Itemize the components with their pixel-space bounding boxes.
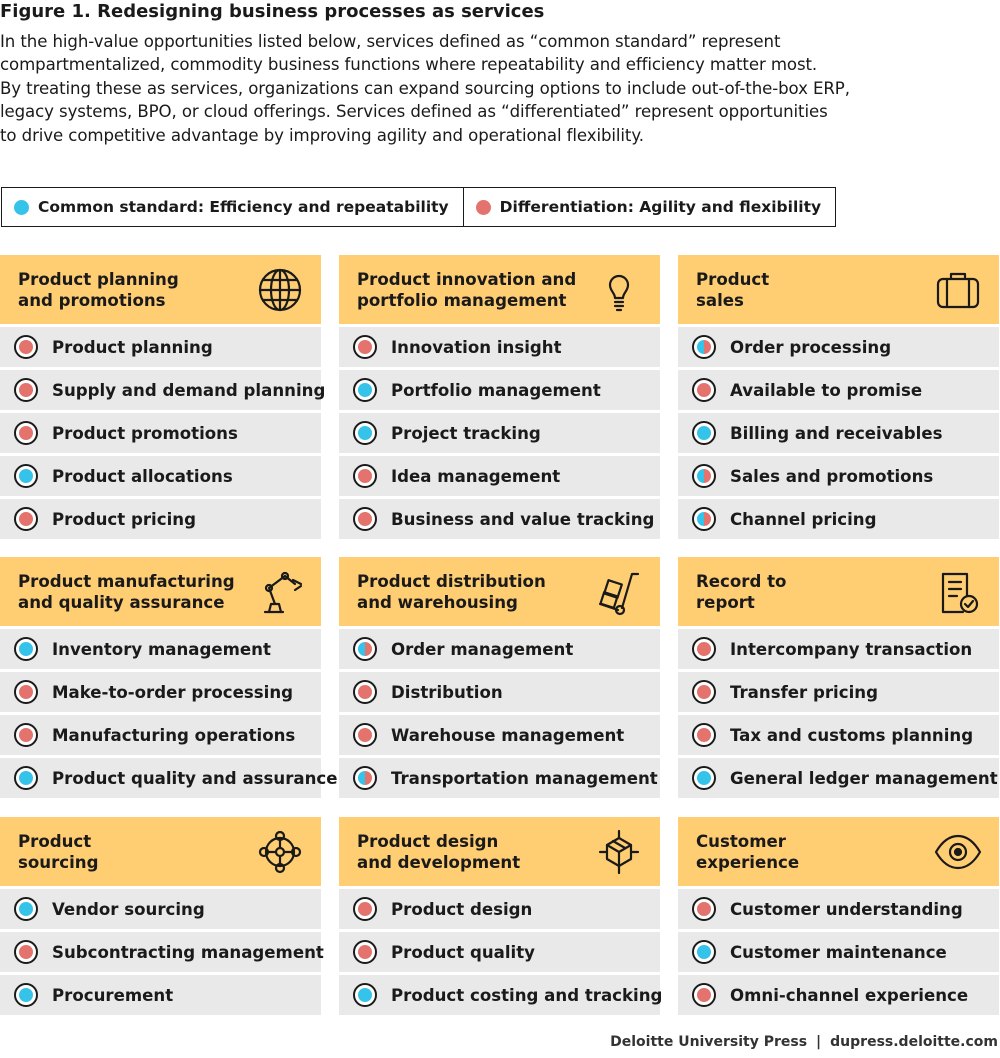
list-item (339, 456, 660, 496)
differentiated-marker-icon (692, 680, 716, 704)
panel-header (0, 817, 321, 886)
panel-title: Product sales (696, 270, 770, 310)
panel-title: Product sourcing (18, 832, 99, 872)
list-item (339, 413, 660, 453)
item-label: Inventory management (52, 639, 271, 659)
list-item (339, 327, 660, 367)
common-marker-icon (14, 637, 38, 661)
common-marker-icon (353, 378, 377, 402)
list-item (0, 758, 338, 798)
differentiated-dot-icon (476, 200, 491, 215)
panel-header (678, 817, 999, 886)
differentiated-marker-icon (14, 507, 38, 531)
panel (339, 557, 660, 798)
list-item (678, 370, 999, 410)
common-marker-icon (692, 766, 716, 790)
document-check-icon (933, 568, 983, 616)
list-item (0, 370, 326, 410)
panel (678, 817, 999, 1015)
item-label: Product promotions (52, 423, 238, 443)
item-label: Supply and demand planning (52, 380, 326, 400)
list-item (339, 932, 660, 972)
item-label: Product allocations (52, 466, 233, 486)
list-item (339, 889, 660, 929)
item-label: Intercompany transaction (730, 639, 973, 659)
legend (1, 187, 836, 227)
panel (678, 557, 999, 798)
item-label: Procurement (52, 985, 174, 1005)
both-marker-icon (353, 637, 377, 661)
legend-label-common: Common standard: Efficiency and repeatability (38, 198, 449, 216)
differentiated-marker-icon (14, 940, 38, 964)
item-label: Billing and receivables (730, 423, 943, 443)
both-marker-icon (353, 766, 377, 790)
differentiated-marker-icon (14, 680, 38, 704)
list-item (0, 715, 321, 755)
differentiated-marker-icon (353, 464, 377, 488)
both-marker-icon (692, 507, 716, 531)
panel (339, 255, 660, 539)
panel-title: Customer experience (696, 832, 800, 872)
panel (0, 557, 338, 798)
differentiated-marker-icon (692, 723, 716, 747)
differentiated-marker-icon (353, 680, 377, 704)
intro-line: In the high-value opportunities listed below, services defined as “common standard” represent (0, 32, 781, 51)
item-label: Distribution (391, 682, 503, 702)
list-item (678, 715, 999, 755)
panel-header (339, 817, 660, 886)
differentiated-marker-icon (14, 723, 38, 747)
panel-title: Product design and development (357, 832, 521, 872)
legend-item-differentiated (463, 188, 835, 226)
credit-url: dupress.deloitte.com (830, 1034, 998, 1050)
item-label: Customer maintenance (730, 942, 947, 962)
both-marker-icon (692, 335, 716, 359)
list-item (0, 889, 321, 929)
figure-title: Figure 1. Redesigning business processes as services (0, 1, 545, 22)
hand-truck-icon (594, 568, 644, 616)
panel-header (0, 557, 321, 626)
list-item (0, 975, 321, 1015)
panel-title: Product distribution and warehousing (357, 572, 546, 612)
list-item (678, 456, 999, 496)
list-item (678, 758, 999, 798)
intro-line: compartmentalized, commodity business functions where repeatability and efficiency matter most. (0, 55, 818, 75)
cube-icon (594, 828, 644, 876)
panel-header (339, 255, 660, 324)
credit-separator: | (816, 1034, 822, 1050)
list-item (678, 327, 999, 367)
intro-line: legacy systems, BPO, or cloud offerings. Services defined as “differentiated” represent opportunities (0, 102, 828, 122)
credit-publisher: Deloitte University Press (610, 1034, 808, 1050)
panel-title: Product innovation and portfolio management (357, 270, 577, 310)
panel (678, 255, 999, 539)
common-marker-icon (14, 766, 38, 790)
list-item (678, 975, 999, 1015)
panel (339, 817, 663, 1015)
item-label: Transfer pricing (730, 682, 878, 702)
item-label: Manufacturing operations (52, 725, 296, 745)
item-label: Available to promise (730, 380, 923, 400)
item-label: Channel pricing (730, 509, 877, 529)
common-marker-icon (692, 421, 716, 445)
legend-item-common (2, 188, 463, 226)
panel-title: Product planning and promotions (18, 270, 179, 310)
item-label: Omni-channel experience (730, 985, 969, 1005)
panel-title: Product manufacturing and quality assurance (18, 572, 235, 612)
network-icon (255, 828, 305, 876)
item-label: Product pricing (52, 509, 196, 529)
list-item (678, 499, 999, 539)
list-item (678, 629, 999, 669)
list-item (0, 413, 321, 453)
differentiated-marker-icon (692, 378, 716, 402)
differentiated-marker-icon (14, 378, 38, 402)
intro-line: to drive competitive advantage by improving agility and operational flexibility. (0, 125, 644, 145)
both-marker-icon (692, 464, 716, 488)
differentiated-marker-icon (353, 940, 377, 964)
item-label: Customer understanding (730, 899, 963, 919)
differentiated-marker-icon (353, 335, 377, 359)
differentiated-marker-icon (353, 723, 377, 747)
list-item (678, 413, 999, 453)
intro-line: By treating these as services, organizations can expand sourcing options to include out-of-the-box ERP, (0, 78, 850, 98)
list-item (0, 456, 321, 496)
item-label: Product design (391, 899, 533, 919)
panel (0, 255, 326, 539)
common-marker-icon (353, 421, 377, 445)
panel-title: Record to report (696, 572, 787, 612)
list-item (339, 758, 660, 798)
list-item (678, 889, 999, 929)
common-dot-icon (14, 200, 29, 215)
item-label: Order processing (730, 337, 892, 357)
item-label: Sales and promotions (730, 466, 934, 486)
common-marker-icon (353, 983, 377, 1007)
list-item (0, 672, 321, 712)
item-label: Product quality and assurance (52, 768, 338, 788)
item-label: Business and value tracking (391, 509, 655, 529)
item-label: Warehouse management (391, 725, 625, 745)
list-item (0, 932, 324, 972)
differentiated-marker-icon (692, 897, 716, 921)
panel-header (339, 557, 660, 626)
list-item (339, 370, 660, 410)
item-label: Subcontracting management (52, 942, 324, 962)
panel (0, 817, 324, 1015)
differentiated-marker-icon (14, 421, 38, 445)
list-item (339, 715, 660, 755)
credit-line (610, 1034, 998, 1050)
item-label: Vendor sourcing (52, 899, 205, 919)
common-marker-icon (14, 464, 38, 488)
item-label: Make-to-order processing (52, 682, 294, 702)
list-item (339, 629, 660, 669)
differentiated-marker-icon (692, 637, 716, 661)
panel-header (678, 557, 999, 626)
common-marker-icon (692, 940, 716, 964)
eye-icon (933, 828, 983, 876)
item-label: General ledger management (730, 768, 998, 788)
item-label: Project tracking (391, 423, 541, 443)
briefcase-icon (933, 266, 983, 314)
item-label: Order management (391, 639, 574, 659)
lightbulb-icon (594, 266, 644, 314)
item-label: Product planning (52, 337, 213, 357)
common-marker-icon (14, 897, 38, 921)
list-item (0, 327, 321, 367)
list-item (678, 932, 999, 972)
list-item (339, 975, 663, 1015)
list-item (339, 499, 660, 539)
legend-label-differentiated: Differentiation: Agility and flexibility (499, 198, 822, 216)
globe-icon (255, 266, 305, 314)
item-label: Transportation management (391, 768, 658, 788)
common-marker-icon (14, 983, 38, 1007)
item-label: Innovation insight (391, 337, 562, 357)
differentiated-marker-icon (14, 335, 38, 359)
list-item (0, 629, 321, 669)
item-label: Product costing and tracking (391, 985, 663, 1005)
list-item (0, 499, 321, 539)
robot-arm-icon (255, 568, 305, 616)
panel-header (0, 255, 321, 324)
differentiated-marker-icon (353, 507, 377, 531)
item-label: Portfolio management (391, 380, 601, 400)
item-label: Product quality (391, 942, 535, 962)
list-item (678, 672, 999, 712)
differentiated-marker-icon (353, 897, 377, 921)
list-item (339, 672, 660, 712)
item-label: Tax and customs planning (730, 725, 974, 745)
panel-header (678, 255, 999, 324)
differentiated-marker-icon (692, 983, 716, 1007)
figure-intro (0, 30, 1000, 147)
item-label: Idea management (391, 466, 561, 486)
